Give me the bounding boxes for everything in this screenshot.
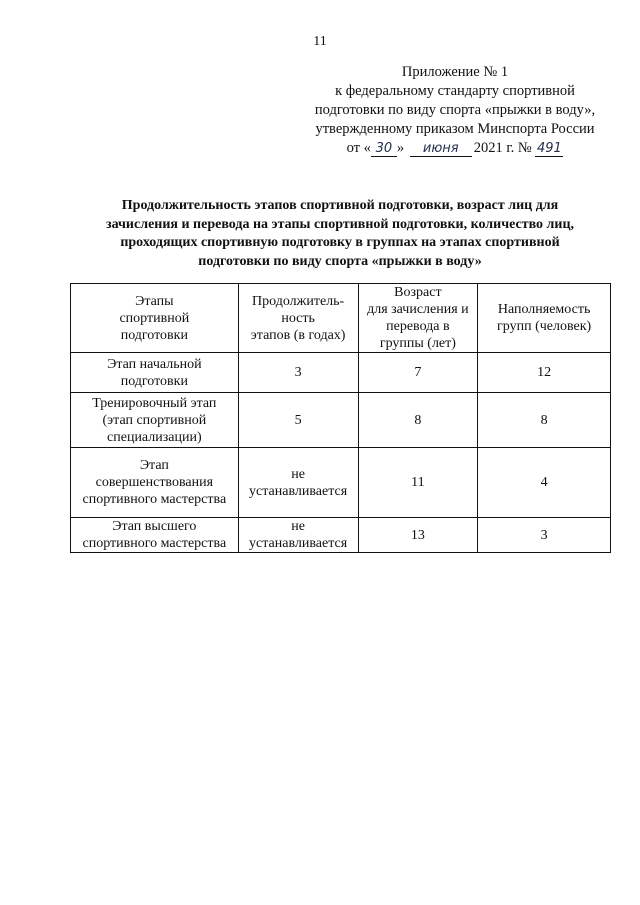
- handwritten-month: июня: [410, 142, 472, 157]
- cell-group-size: 8: [478, 393, 611, 448]
- appendix-date-line: [300, 139, 610, 158]
- appendix-line-1: к федеральному стандарту спортивной: [335, 83, 575, 99]
- cell-stage: Этап начальной подготовки: [71, 353, 239, 393]
- table-row: [71, 393, 611, 448]
- table-header-row: [71, 284, 611, 353]
- date-mid: »: [396, 140, 405, 156]
- appendix-line-3: утвержденному приказом Минспорта России: [315, 121, 595, 137]
- appendix-title: Приложение № 1: [401, 64, 509, 80]
- cell-duration: 5: [238, 393, 358, 448]
- cell-group-size: 3: [478, 518, 611, 553]
- sport-stages-table: [70, 283, 611, 553]
- handwritten-order-number: 491: [536, 141, 562, 156]
- cell-age: 11: [358, 448, 478, 518]
- appendix-line-2: подготовки по виду спорта «прыжки в воду»,: [314, 102, 596, 118]
- cell-age: 8: [358, 393, 478, 448]
- title-line-1: Продолжительность этапов спортивной подготовки, возраст лиц для: [121, 198, 559, 213]
- table-row: [71, 448, 611, 518]
- cell-age: 7: [358, 353, 478, 393]
- header-group-size: Наполняемость групп (человек): [478, 284, 611, 353]
- cell-age: 13: [358, 518, 478, 553]
- header-age: Возраст для зачисления и перевода в группы (лет): [358, 284, 478, 353]
- cell-duration: 3: [238, 353, 358, 393]
- page-number: 11: [313, 34, 327, 49]
- date-year: 2021 г. №: [473, 140, 532, 156]
- date-prefix: от «: [346, 140, 371, 156]
- cell-group-size: 4: [478, 448, 611, 518]
- document-title: [70, 197, 610, 271]
- cell-duration: не устанавливается: [238, 448, 358, 518]
- header-duration: Продолжитель- ность этапов (в годах): [238, 284, 358, 353]
- cell-duration: не устанавливается: [238, 518, 358, 553]
- appendix-block: [300, 63, 610, 158]
- title-line-3: проходящих спортивную подготовку в группах на этапах спортивной: [120, 235, 560, 250]
- title-line-4: подготовки по виду спорта «прыжки в воду»: [198, 253, 482, 269]
- cell-stage: Этап высшего спортивного мастерства: [71, 518, 239, 553]
- cell-stage: Этап совершенствования спортивного мастерства: [71, 448, 239, 518]
- cell-stage: Тренировочный этап (этап спортивной специализации): [71, 393, 239, 448]
- table-row: [71, 353, 611, 393]
- handwritten-day: 30: [371, 142, 397, 157]
- cell-group-size: 12: [478, 353, 611, 393]
- header-stages: Этапы спортивной подготовки: [71, 284, 239, 353]
- table-row: [71, 518, 611, 553]
- title-line-2: зачисления и перевода на этапы спортивной подготовки, количество лиц,: [105, 216, 575, 232]
